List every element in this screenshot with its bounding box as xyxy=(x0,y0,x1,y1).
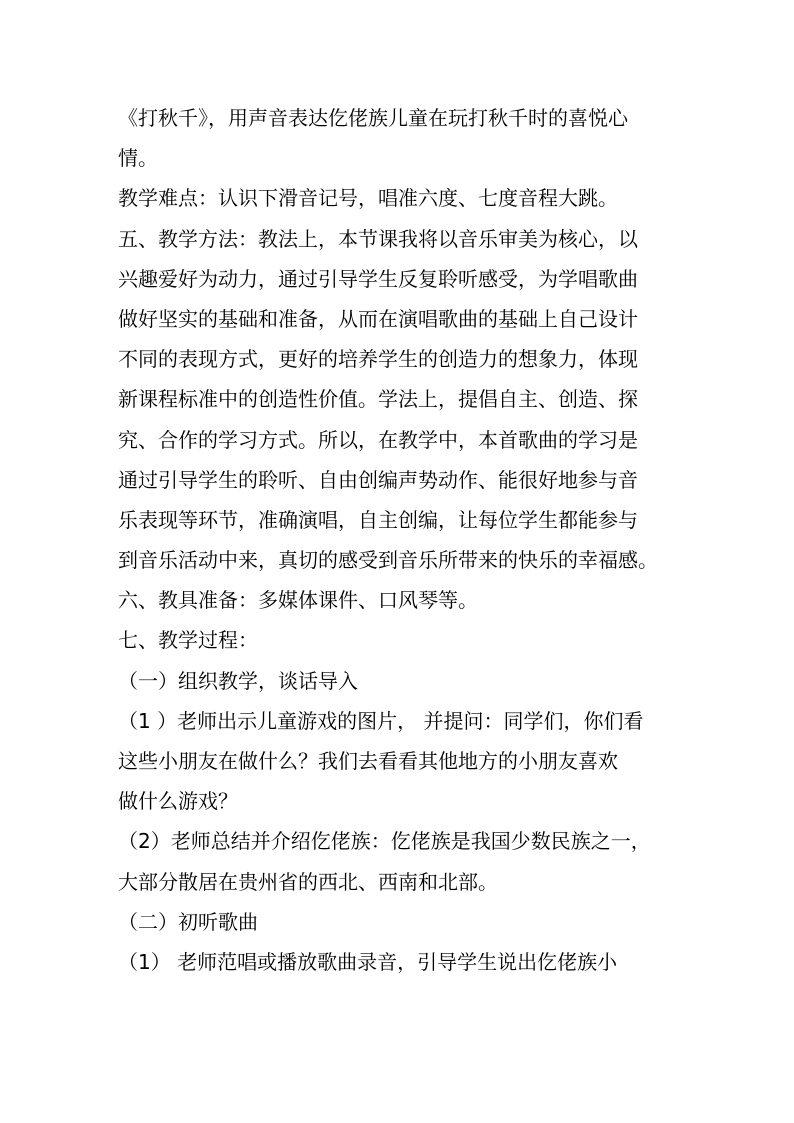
text-line: 七、教学过程： xyxy=(118,628,258,653)
text-line: 兴趣爱好为动力，通过引导学生反复聆听感受，为学唱歌曲 xyxy=(118,266,638,291)
text-line: 六、教具准备：多媒体课件、口风琴等。 xyxy=(118,588,478,613)
text-line: 不同的表现方式，更好的培养学生的创造力的想象力，体现 xyxy=(118,347,638,372)
text-line: 这些小朋友在做什么？我们去看看其他地方的小朋友喜欢 xyxy=(118,749,618,773)
text-line: 新课程标准中的创造性价值。学法上，提倡自主、创造、探 xyxy=(118,387,638,412)
text-line: （1 ）老师出示儿童游戏的图片， 并提问：同学们，你们看 xyxy=(118,708,644,733)
text-line: 五、教学方法：教法上，本节课我将以音乐审美为核心，以 xyxy=(118,226,638,251)
text-line: 大部分散居在贵州省的西北、西南和北部。 xyxy=(118,869,498,894)
text-line: 到音乐活动中来，真切的感受到音乐所带来的快乐的幸福感。 xyxy=(118,548,658,573)
text-line: 做好坚实的基础和准备，从而在演唱歌曲的基础上自己设计 xyxy=(118,306,638,331)
text-line: 教学难点：认识下滑音记号，唱准六度、七度音程大跳。 xyxy=(118,186,618,211)
text-line: （2）老师总结并介绍仡佬族：仡佬族是我国少数民族之一， xyxy=(118,829,651,854)
document-body xyxy=(118,98,678,982)
text-line: 乐表现等环节，准确演唱，自主创编，让每位学生都能参与 xyxy=(118,507,638,532)
text-line: （二）初听歌曲 xyxy=(118,909,258,934)
text-line: （一）组织教学，谈话导入 xyxy=(118,668,358,693)
text-line: 通过引导学生的聆听、自由创编声势动作、能很好地参与音 xyxy=(118,467,638,492)
text-line: 情。 xyxy=(118,146,158,171)
text-line: 《打秋千》，用声音表达仡佬族儿童在玩打秋千时的喜悦心 xyxy=(118,106,628,130)
text-line: 究、合作的学习方式。所以，在教学中，本首歌曲的学习是 xyxy=(118,427,638,452)
text-line: 做什么游戏？ xyxy=(118,789,238,814)
text-line: （1） 老师范唱或播放歌曲录音，引导学生说出仡佬族小 xyxy=(118,949,618,974)
